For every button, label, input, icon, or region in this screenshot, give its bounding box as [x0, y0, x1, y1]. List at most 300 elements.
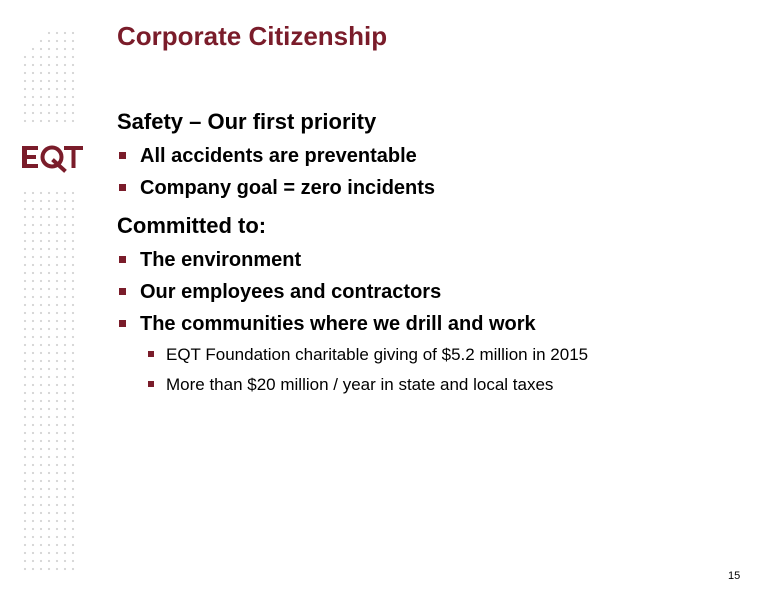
grid-dot [24, 112, 26, 114]
square-bullet-icon [119, 288, 126, 295]
grid-dot [24, 360, 26, 362]
grid-dot [56, 416, 58, 418]
grid-dot [56, 432, 58, 434]
grid-dot [40, 536, 42, 538]
grid-dot [40, 512, 42, 514]
grid-dot [24, 376, 26, 378]
grid-dot [24, 512, 26, 514]
grid-dot [32, 472, 34, 474]
grid-dot [72, 296, 74, 298]
grid-dot [48, 72, 50, 74]
grid-dot [40, 568, 42, 570]
grid-dot [32, 360, 34, 362]
grid-dot [72, 304, 74, 306]
grid-dot [32, 296, 34, 298]
grid-dot [32, 200, 34, 202]
grid-dot [40, 56, 42, 58]
grid-dot [72, 40, 74, 42]
grid-dot [56, 248, 58, 250]
list-item-text: The environment [140, 249, 302, 271]
grid-dot [40, 392, 42, 394]
grid-dot [64, 552, 66, 554]
grid-dot [32, 232, 34, 234]
grid-dot [56, 336, 58, 338]
grid-dot [32, 568, 34, 570]
grid-dot [72, 120, 74, 122]
grid-dot [40, 248, 42, 250]
grid-dot [24, 200, 26, 202]
grid-dot [64, 424, 66, 426]
grid-dot [64, 248, 66, 250]
grid-dot [56, 296, 58, 298]
committed-bullet-list [117, 248, 757, 336]
grid-dot [56, 320, 58, 322]
slide-title: Corporate Citizenship [117, 21, 388, 51]
grid-dot [72, 312, 74, 314]
grid-dot [24, 440, 26, 442]
grid-dot [48, 64, 50, 66]
grid-dot [48, 448, 50, 450]
grid-dot [48, 48, 50, 50]
grid-dot [40, 280, 42, 282]
grid-dot [40, 320, 42, 322]
square-bullet-icon [119, 184, 126, 191]
grid-dot [32, 336, 34, 338]
grid-dot [56, 552, 58, 554]
grid-dot [40, 528, 42, 530]
grid-dot [56, 384, 58, 386]
grid-dot [24, 368, 26, 370]
grid-dot [56, 288, 58, 290]
grid-dot [48, 344, 50, 346]
grid-dot [64, 496, 66, 498]
grid-dot [56, 472, 58, 474]
grid-dot [40, 288, 42, 290]
grid-dot [56, 536, 58, 538]
grid-dot [64, 192, 66, 194]
grid-dot [64, 256, 66, 258]
grid-dot [48, 512, 50, 514]
grid-dot [56, 192, 58, 194]
grid-dot [24, 528, 26, 530]
grid-dot [32, 64, 34, 66]
grid-dot [56, 496, 58, 498]
grid-dot [32, 272, 34, 274]
grid-dot [64, 376, 66, 378]
grid-dot [40, 232, 42, 234]
grid-dot [72, 344, 74, 346]
grid-dot [72, 208, 74, 210]
grid-dot [24, 344, 26, 346]
list-item-text: All accidents are preventable [140, 145, 417, 167]
grid-dot [40, 544, 42, 546]
grid-dot [56, 312, 58, 314]
grid-dot [32, 504, 34, 506]
grid-dot [56, 400, 58, 402]
grid-dot [56, 200, 58, 202]
grid-dot [32, 280, 34, 282]
grid-dot [24, 328, 26, 330]
grid-dot [32, 320, 34, 322]
grid-dot [56, 304, 58, 306]
grid-dot [40, 440, 42, 442]
grid-dot [40, 216, 42, 218]
grid-dot [40, 360, 42, 362]
grid-dot [64, 336, 66, 338]
grid-dot [24, 416, 26, 418]
grid-dot [56, 568, 58, 570]
grid-dot [24, 456, 26, 458]
grid-dot [64, 480, 66, 482]
grid-dot [40, 416, 42, 418]
grid-dot [48, 552, 50, 554]
grid-dot [64, 408, 66, 410]
grid-dot [32, 248, 34, 250]
grid-dot [32, 376, 34, 378]
grid-dot [32, 192, 34, 194]
grid-dot [24, 560, 26, 562]
square-bullet-icon [148, 381, 154, 387]
grid-dot [40, 88, 42, 90]
grid-dot [40, 424, 42, 426]
grid-dot [72, 464, 74, 466]
grid-dot [24, 488, 26, 490]
grid-dot [48, 536, 50, 538]
grid-dot [40, 200, 42, 202]
grid-dot [32, 408, 34, 410]
grid-dot [40, 368, 42, 370]
grid-dot [32, 560, 34, 562]
grid-dot [48, 336, 50, 338]
grid-dot [64, 312, 66, 314]
grid-dot [24, 56, 26, 58]
grid-dot [56, 352, 58, 354]
grid-dot [40, 560, 42, 562]
grid-dot [48, 120, 50, 122]
grid-dot [56, 424, 58, 426]
grid-dot [64, 216, 66, 218]
grid-dot [40, 408, 42, 410]
grid-dot [48, 440, 50, 442]
grid-dot [24, 520, 26, 522]
grid-dot [32, 552, 34, 554]
grid-dot [64, 488, 66, 490]
grid-dot [24, 544, 26, 546]
grid-dot [64, 384, 66, 386]
grid-dot [24, 120, 26, 122]
grid-dot [24, 232, 26, 234]
grid-dot [72, 496, 74, 498]
grid-dot [64, 400, 66, 402]
grid-dot [64, 40, 66, 42]
grid-dot [64, 440, 66, 442]
grid-dot [32, 488, 34, 490]
communities-sub-list [140, 344, 757, 396]
grid-dot [24, 248, 26, 250]
grid-dot [64, 288, 66, 290]
grid-dot [24, 496, 26, 498]
grid-dot [40, 344, 42, 346]
grid-dot [72, 224, 74, 226]
grid-dot [56, 408, 58, 410]
square-bullet-icon [119, 256, 126, 263]
grid-dot [24, 336, 26, 338]
grid-dot [64, 352, 66, 354]
grid-dot [32, 400, 34, 402]
grid-dot [48, 312, 50, 314]
grid-dot [72, 248, 74, 250]
grid-dot [56, 232, 58, 234]
grid-dot [56, 224, 58, 226]
grid-dot [24, 448, 26, 450]
grid-dot [48, 88, 50, 90]
grid-dot [24, 536, 26, 538]
slide-content [117, 108, 757, 396]
grid-dot [72, 392, 74, 394]
grid-dot [32, 512, 34, 514]
grid-dot [24, 408, 26, 410]
grid-dot [64, 504, 66, 506]
grid-dot [72, 472, 74, 474]
grid-dot [40, 208, 42, 210]
grid-dot [72, 80, 74, 82]
grid-dot [56, 264, 58, 266]
grid-dot [56, 216, 58, 218]
grid-dot [40, 328, 42, 330]
grid-dot [64, 120, 66, 122]
grid-dot [48, 232, 50, 234]
grid-dot [72, 376, 74, 378]
grid-dot [32, 440, 34, 442]
grid-dot [32, 536, 34, 538]
grid-dot [64, 368, 66, 370]
grid-dot [56, 208, 58, 210]
grid-dot [48, 496, 50, 498]
grid-dot [72, 512, 74, 514]
grid-dot [72, 520, 74, 522]
grid-dot [56, 368, 58, 370]
grid-dot [72, 384, 74, 386]
grid-dot [48, 472, 50, 474]
grid-dot [32, 96, 34, 98]
grid-dot [32, 72, 34, 74]
grid-dot [24, 296, 26, 298]
grid-dot [56, 448, 58, 450]
grid-dot [40, 488, 42, 490]
decorative-dot-grid-bottom [22, 190, 82, 580]
grid-dot [64, 296, 66, 298]
grid-dot [72, 192, 74, 194]
grid-dot [48, 304, 50, 306]
grid-dot [56, 56, 58, 58]
grid-dot [56, 72, 58, 74]
grid-dot [72, 104, 74, 106]
grid-dot [72, 408, 74, 410]
grid-dot [40, 504, 42, 506]
grid-dot [72, 288, 74, 290]
grid-dot [64, 80, 66, 82]
grid-dot [72, 400, 74, 402]
grid-dot [72, 96, 74, 98]
grid-dot [24, 192, 26, 194]
grid-dot [72, 48, 74, 50]
grid-dot [72, 216, 74, 218]
grid-dot [40, 336, 42, 338]
grid-dot [56, 120, 58, 122]
grid-dot [72, 552, 74, 554]
grid-dot [24, 384, 26, 386]
grid-dot [40, 376, 42, 378]
grid-dot [56, 544, 58, 546]
grid-dot [32, 224, 34, 226]
grid-dot [24, 256, 26, 258]
eqt-logo [20, 137, 86, 177]
grid-dot [40, 352, 42, 354]
grid-dot [32, 456, 34, 458]
grid-dot [64, 48, 66, 50]
grid-dot [64, 64, 66, 66]
grid-dot [24, 352, 26, 354]
grid-dot [72, 568, 74, 570]
grid-dot [32, 480, 34, 482]
grid-dot [56, 64, 58, 66]
grid-dot [56, 480, 58, 482]
grid-dot [40, 40, 42, 42]
grid-dot [48, 192, 50, 194]
grid-dot [48, 56, 50, 58]
grid-dot [32, 520, 34, 522]
grid-dot [72, 480, 74, 482]
grid-dot [24, 472, 26, 474]
grid-dot [32, 544, 34, 546]
grid-dot [24, 480, 26, 482]
grid-dot [72, 456, 74, 458]
section-heading-safety: Safety – Our first priority [117, 109, 377, 134]
grid-dot [64, 528, 66, 530]
grid-dot [48, 488, 50, 490]
grid-dot [72, 56, 74, 58]
grid-dot [24, 264, 26, 266]
grid-dot [48, 528, 50, 530]
list-item-text: Our employees and contractors [140, 281, 442, 303]
grid-dot [24, 304, 26, 306]
grid-dot [72, 352, 74, 354]
grid-dot [72, 360, 74, 362]
grid-dot [32, 352, 34, 354]
grid-dot [48, 432, 50, 434]
grid-dot [48, 288, 50, 290]
grid-dot [40, 384, 42, 386]
grid-dot [32, 496, 34, 498]
grid-dot [64, 520, 66, 522]
grid-dot [40, 112, 42, 114]
grid-dot [24, 552, 26, 554]
grid-dot [64, 264, 66, 266]
grid-dot [56, 488, 58, 490]
grid-dot [24, 224, 26, 226]
grid-dot [64, 432, 66, 434]
grid-dot [64, 568, 66, 570]
square-bullet-icon [119, 320, 126, 327]
grid-dot [48, 80, 50, 82]
grid-dot [40, 432, 42, 434]
grid-dot [32, 120, 34, 122]
grid-dot [64, 512, 66, 514]
sub-list-item-text: More than $20 million / year in state and local taxes [166, 375, 554, 394]
grid-dot [24, 80, 26, 82]
grid-dot [72, 272, 74, 274]
grid-dot [40, 72, 42, 74]
grid-dot [32, 264, 34, 266]
grid-dot [24, 320, 26, 322]
grid-dot [72, 64, 74, 66]
grid-dot [24, 504, 26, 506]
grid-dot [40, 472, 42, 474]
grid-dot [32, 48, 34, 50]
grid-dot [56, 344, 58, 346]
grid-dot [32, 384, 34, 386]
grid-dot [24, 272, 26, 274]
grid-dot [48, 504, 50, 506]
grid-dot [32, 304, 34, 306]
grid-dot [56, 256, 58, 258]
grid-dot [56, 32, 58, 34]
grid-dot [48, 520, 50, 522]
grid-dot [48, 96, 50, 98]
grid-dot [48, 392, 50, 394]
grid-dot [72, 560, 74, 562]
grid-dot [40, 104, 42, 106]
grid-dot [64, 544, 66, 546]
grid-dot [48, 328, 50, 330]
grid-dot [40, 296, 42, 298]
grid-dot [40, 496, 42, 498]
grid-dot [32, 368, 34, 370]
grid-dot [72, 544, 74, 546]
grid-dot [40, 312, 42, 314]
grid-dot [48, 224, 50, 226]
grid-dot [72, 424, 74, 426]
grid-dot [24, 392, 26, 394]
grid-dot [32, 528, 34, 530]
grid-dot [48, 208, 50, 210]
grid-dot [40, 448, 42, 450]
grid-dot [56, 272, 58, 274]
grid-dot [48, 360, 50, 362]
grid-dot [32, 344, 34, 346]
grid-dot [72, 256, 74, 258]
grid-dot [64, 560, 66, 562]
grid-dot [40, 120, 42, 122]
grid-dot [32, 208, 34, 210]
grid-dot [72, 536, 74, 538]
grid-dot [64, 328, 66, 330]
grid-dot [32, 312, 34, 314]
grid-dot [24, 312, 26, 314]
grid-dot [56, 240, 58, 242]
section-heading-committed: Committed to: [117, 213, 267, 238]
grid-dot [64, 472, 66, 474]
grid-dot [72, 432, 74, 434]
grid-dot [64, 448, 66, 450]
grid-dot [40, 264, 42, 266]
grid-dot [24, 208, 26, 210]
grid-dot [64, 104, 66, 106]
grid-dot [24, 104, 26, 106]
grid-dot [48, 456, 50, 458]
grid-dot [32, 112, 34, 114]
grid-dot [40, 552, 42, 554]
